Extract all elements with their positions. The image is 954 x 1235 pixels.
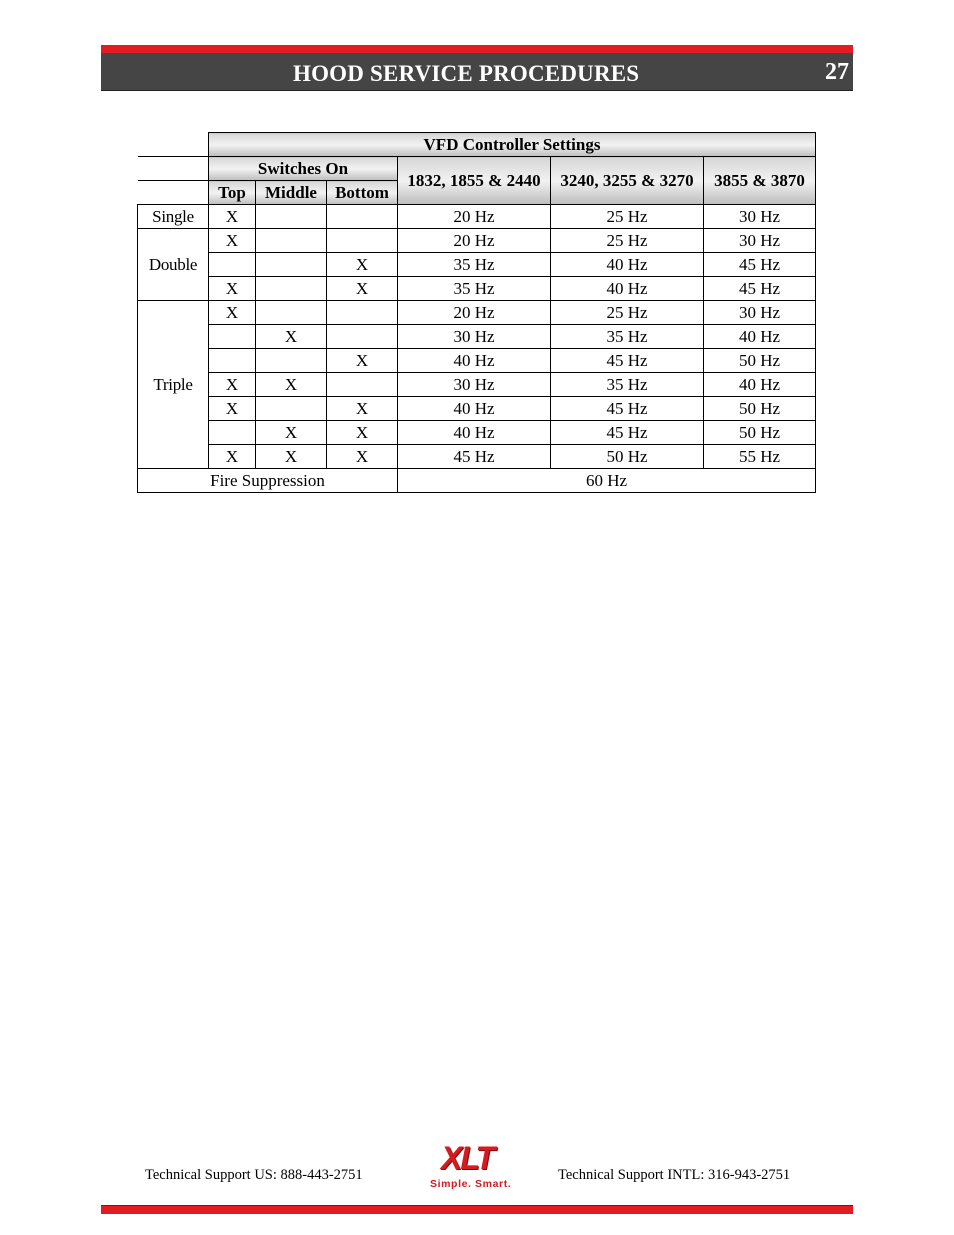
page-number: 27 bbox=[825, 59, 849, 85]
config-label: Triple bbox=[138, 301, 209, 469]
switch-bottom-cell: X bbox=[327, 349, 398, 373]
table-row bbox=[138, 277, 816, 301]
hz-cell: 30 Hz bbox=[704, 229, 816, 253]
switch-top-cell bbox=[209, 325, 256, 349]
hz-cell: 45 Hz bbox=[398, 445, 551, 469]
fire-suppression-value: 60 Hz bbox=[398, 469, 816, 493]
switch-header-middle: Middle bbox=[256, 181, 327, 205]
corner-cell bbox=[138, 157, 209, 181]
header-bar bbox=[101, 53, 853, 91]
hz-cell: 45 Hz bbox=[551, 397, 704, 421]
switch-middle-cell: X bbox=[256, 325, 327, 349]
hz-cell: 40 Hz bbox=[704, 373, 816, 397]
hz-cell: 45 Hz bbox=[551, 421, 704, 445]
switches-on-header: Switches On bbox=[209, 157, 398, 181]
table-row bbox=[138, 253, 816, 277]
hz-cell: 40 Hz bbox=[398, 397, 551, 421]
corner-cell bbox=[138, 133, 209, 157]
hz-cell: 40 Hz bbox=[398, 349, 551, 373]
hz-cell: 55 Hz bbox=[704, 445, 816, 469]
switch-middle-cell: X bbox=[256, 373, 327, 397]
switch-bottom-cell: X bbox=[327, 445, 398, 469]
hz-cell: 20 Hz bbox=[398, 301, 551, 325]
hz-cell: 50 Hz bbox=[704, 397, 816, 421]
corner-cell bbox=[138, 181, 209, 205]
model-header-3: 3855 & 3870 bbox=[704, 157, 816, 205]
page-title: HOOD SERVICE PROCEDURES bbox=[293, 61, 640, 86]
switch-top-cell: X bbox=[209, 445, 256, 469]
switch-top-cell: X bbox=[209, 373, 256, 397]
hz-cell: 45 Hz bbox=[704, 253, 816, 277]
switch-bottom-cell bbox=[327, 373, 398, 397]
switch-middle-cell bbox=[256, 229, 327, 253]
model-header-2: 3240, 3255 & 3270 bbox=[551, 157, 704, 205]
table-title: VFD Controller Settings bbox=[209, 133, 816, 157]
switch-header-top: Top bbox=[209, 181, 256, 205]
switch-top-cell: X bbox=[209, 301, 256, 325]
hz-cell: 35 Hz bbox=[551, 325, 704, 349]
switch-header-bottom: Bottom bbox=[327, 181, 398, 205]
switch-top-cell: X bbox=[209, 397, 256, 421]
switch-middle-cell: X bbox=[256, 421, 327, 445]
switch-top-cell: X bbox=[209, 277, 256, 301]
xlt-logo bbox=[427, 1142, 527, 1192]
hz-cell: 40 Hz bbox=[551, 253, 704, 277]
hz-cell: 50 Hz bbox=[704, 421, 816, 445]
model-header-1: 1832, 1855 & 2440 bbox=[398, 157, 551, 205]
hz-cell: 45 Hz bbox=[704, 277, 816, 301]
switch-bottom-cell bbox=[327, 229, 398, 253]
table-row bbox=[138, 349, 816, 373]
switch-top-cell bbox=[209, 349, 256, 373]
switch-top-cell bbox=[209, 421, 256, 445]
switch-top-cell: X bbox=[209, 205, 256, 229]
config-label: Single bbox=[138, 205, 209, 229]
hz-cell: 35 Hz bbox=[398, 277, 551, 301]
switch-bottom-cell bbox=[327, 205, 398, 229]
hz-cell: 40 Hz bbox=[704, 325, 816, 349]
hz-cell: 25 Hz bbox=[551, 205, 704, 229]
switch-bottom-cell bbox=[327, 301, 398, 325]
header-red-rule bbox=[101, 45, 853, 53]
hz-cell: 20 Hz bbox=[398, 229, 551, 253]
table-row bbox=[138, 445, 816, 469]
fire-suppression-label: Fire Suppression bbox=[138, 469, 398, 493]
switch-middle-cell bbox=[256, 349, 327, 373]
table-row bbox=[138, 373, 816, 397]
table-row bbox=[138, 205, 816, 229]
table-row bbox=[138, 301, 816, 325]
hz-cell: 45 Hz bbox=[551, 349, 704, 373]
switch-middle-cell bbox=[256, 253, 327, 277]
switch-middle-cell bbox=[256, 397, 327, 421]
hz-cell: 40 Hz bbox=[398, 421, 551, 445]
hz-cell: 35 Hz bbox=[551, 373, 704, 397]
hz-cell: 25 Hz bbox=[551, 229, 704, 253]
switch-top-cell bbox=[209, 253, 256, 277]
table-row bbox=[138, 229, 816, 253]
logo-mark: XLT bbox=[441, 1140, 494, 1176]
fire-suppression-row bbox=[138, 469, 816, 493]
switch-top-cell: X bbox=[209, 229, 256, 253]
logo-tagline: Simple. Smart. bbox=[430, 1178, 512, 1190]
hz-cell: 50 Hz bbox=[551, 445, 704, 469]
hz-cell: 40 Hz bbox=[551, 277, 704, 301]
switch-bottom-cell: X bbox=[327, 277, 398, 301]
hz-cell: 30 Hz bbox=[704, 205, 816, 229]
switch-middle-cell: X bbox=[256, 445, 327, 469]
switch-bottom-cell bbox=[327, 325, 398, 349]
table-row bbox=[138, 325, 816, 349]
table-row bbox=[138, 421, 816, 445]
switch-middle-cell bbox=[256, 277, 327, 301]
table-row bbox=[138, 397, 816, 421]
switch-middle-cell bbox=[256, 205, 327, 229]
hz-cell: 35 Hz bbox=[398, 253, 551, 277]
hz-cell: 20 Hz bbox=[398, 205, 551, 229]
hz-cell: 30 Hz bbox=[398, 373, 551, 397]
support-intl: Technical Support INTL: 316-943-2751 bbox=[558, 1167, 791, 1183]
switch-bottom-cell: X bbox=[327, 253, 398, 277]
hz-cell: 50 Hz bbox=[704, 349, 816, 373]
switch-bottom-cell: X bbox=[327, 397, 398, 421]
vfd-settings-table bbox=[137, 132, 816, 493]
switch-middle-cell bbox=[256, 301, 327, 325]
config-label: Double bbox=[138, 229, 209, 301]
hz-cell: 25 Hz bbox=[551, 301, 704, 325]
switch-bottom-cell: X bbox=[327, 421, 398, 445]
hz-cell: 30 Hz bbox=[398, 325, 551, 349]
support-us: Technical Support US: 888-443-2751 bbox=[145, 1167, 363, 1183]
hz-cell: 30 Hz bbox=[704, 301, 816, 325]
footer-red-rule bbox=[101, 1205, 853, 1214]
